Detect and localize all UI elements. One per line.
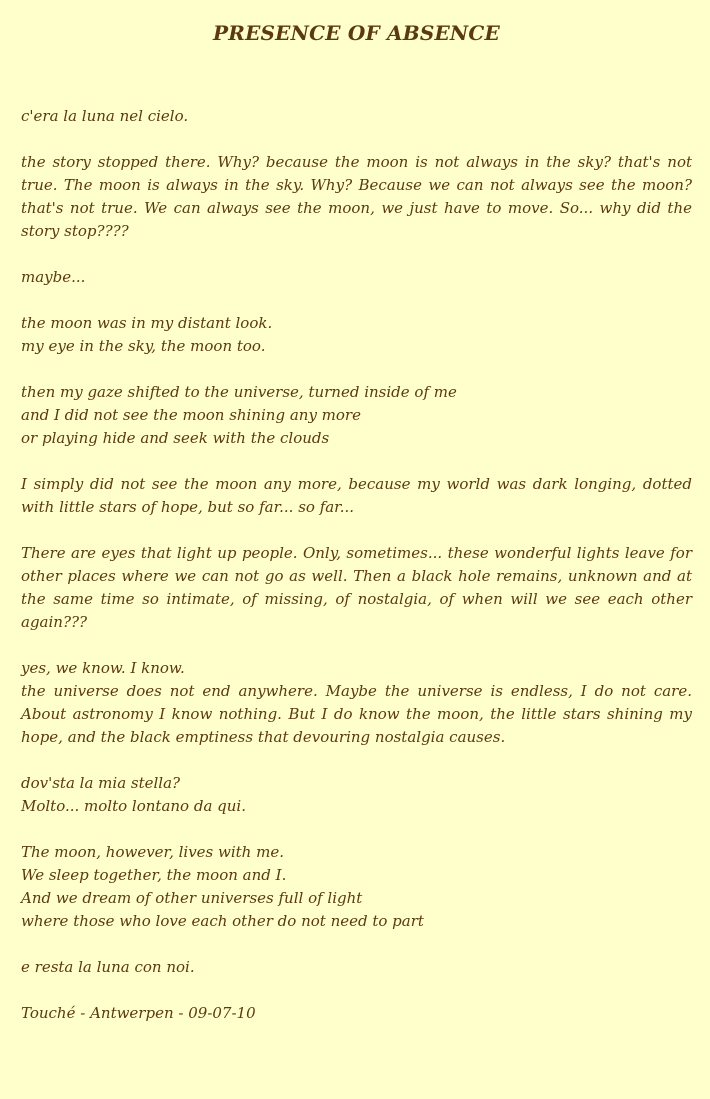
poem-line: the moon was in my distant look. <box>21 314 273 332</box>
stanza-6: I simply did not see the moon any more, because my world was dark longing, dotted with little stars of hope, but so far... so far... <box>21 475 692 516</box>
poem-line: e resta la luna con noi. <box>21 958 195 976</box>
poem-line: where those who love each other do not need to part <box>21 912 424 930</box>
poem-line: Molto... molto lontano da qui. <box>21 797 246 815</box>
poem-line: my eye in the sky, the moon too. <box>21 337 266 355</box>
poem-line: We sleep together, the moon and I. <box>21 866 287 884</box>
stanza-2: the story stopped there. Why? because the moon is not always in the sky? that's not true. The moon is always in the sky. Why? Because we can not always see the moon? that's not true. We can always see the moon, we just have to move. So... why did the story stop???? <box>21 153 692 240</box>
stanza-11 <box>21 956 692 979</box>
stanza-7: There are eyes that light up people. Only, sometimes... these wonderful lights leave for other places where we can not go as well. Then a black hole remains, unknown and at the same time so intimate, of missing, of nostalgia, of when will we see each other again??? <box>21 544 692 631</box>
poem-line: And we dream of other universes full of light <box>21 889 363 907</box>
stanza-4 <box>21 312 692 358</box>
signature-line <box>21 1002 692 1025</box>
stanza-1 <box>21 105 692 128</box>
stanza-8 <box>21 657 692 749</box>
poem-line: c'era la luna nel cielo. <box>21 107 189 125</box>
stanza-5 <box>21 381 692 450</box>
poem-body <box>21 105 692 1025</box>
stanza-10 <box>21 841 692 933</box>
stanza-3 <box>21 266 692 289</box>
poem-line: yes, we know. I know. <box>21 659 185 677</box>
poem-line: or playing hide and seek with the clouds <box>21 429 330 447</box>
poem-line: then my gaze shifted to the universe, turned inside of me <box>21 383 457 401</box>
poem-text: the universe does not end anywhere. Maybe the universe is endless, I do not care. About astronomy I know nothing. But I do know the moon, the little stars shining my hope, and the black emptiness that devouring nostalgia causes. <box>21 682 692 746</box>
poem-line: The moon, however, lives with me. <box>21 843 284 861</box>
poem-line: Touché - Antwerpen - 09-07-10 <box>21 1004 256 1022</box>
poem-line: dov'sta la mia stella? <box>21 774 181 792</box>
poem-line: maybe... <box>21 268 86 286</box>
stanza-9 <box>21 772 692 818</box>
poem-title: PRESENCE OF ABSENCE <box>213 21 500 45</box>
poem-line: and I did not see the moon shining any more <box>21 406 361 424</box>
